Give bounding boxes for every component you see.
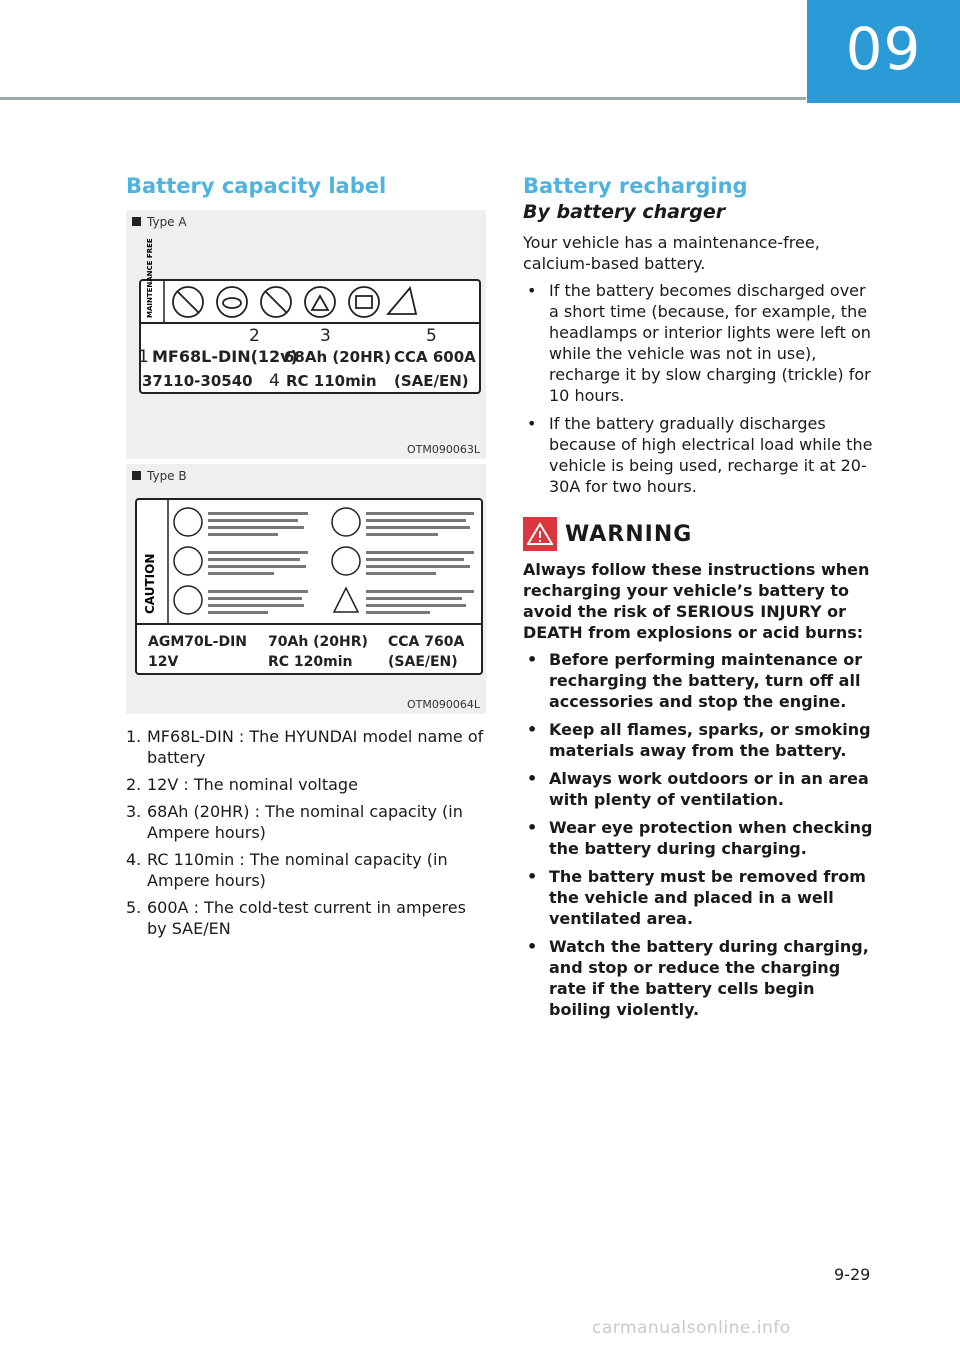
label-a-std: (SAE/EN): [394, 372, 469, 390]
header-rule: [0, 97, 806, 100]
label-b-model: AGM70L-DIN: [148, 634, 248, 650]
figure-code-b: OTM090064L: [407, 698, 480, 711]
list-item: 1. MF68L-DIN : The HYUNDAI model name of battery: [126, 727, 484, 767]
figure-type-a: [126, 210, 486, 459]
list-item: 3. 68Ah (20HR) : The nominal capacity (in Ampere hours): [126, 802, 463, 842]
label-b-volt: 12V: [148, 654, 179, 670]
callout-4: 4: [269, 371, 280, 391]
subsection-title: By battery charger: [523, 201, 726, 223]
list-item: • Watch the battery during charging, and stop or reduce the charging rate if the battery cells begin boiling violently.: [523, 936, 878, 1020]
section-title-capacity: Battery capacity label: [126, 174, 387, 198]
callout-2: 2: [249, 326, 260, 346]
figure-type-b-caption: Type B: [132, 469, 187, 483]
warning-title: WARNING: [565, 521, 693, 547]
list-item: • Always work outdoors or in an area with plenty of ventilation.: [523, 768, 878, 810]
intro-text: Your vehicle has a maintenance-free, calcium-based battery.: [523, 233, 820, 273]
figure-type-a-caption: Type A: [132, 215, 187, 229]
watermark: carmanualsonline.info: [592, 1318, 791, 1338]
callout-5: 5: [426, 326, 437, 346]
label-b-capacity: 70Ah (20HR): [268, 634, 368, 650]
right-column: [523, 172, 878, 1027]
callout-1: 1: [138, 347, 149, 367]
warning-intro: Always follow these instructions when recharging your vehicle’s battery to avoid the risk of SERIOUS INJURY or DEATH from explosions or acid burns:: [523, 560, 870, 642]
list-item: • Keep all flames, sparks, or smoking materials away from the battery.: [523, 719, 878, 761]
list-item: • Wear eye protection when checking the battery during charging.: [523, 817, 878, 859]
maintenance-free-text: MAINTENANCE FREE: [146, 238, 154, 318]
label-a-part: 37110-30540: [142, 372, 253, 390]
battery-label-b-illustration: [126, 464, 486, 714]
label-a-rc: RC 110min: [286, 372, 377, 390]
label-a-model: MF68L-DIN(12v): [152, 347, 298, 366]
list-item: 2. 12V : The nominal voltage: [126, 775, 358, 794]
left-column: [126, 172, 486, 945]
list-item: • If the battery gradually discharges because of high electrical load while the vehicle is being used, recharge it at 20-30A for two hours.: [523, 413, 878, 497]
label-b-std: (SAE/EN): [388, 654, 458, 670]
label-b-caution: CAUTION: [143, 553, 157, 614]
battery-label-a-illustration: [126, 210, 486, 459]
chapter-tab: [807, 0, 960, 103]
figure-code-a: OTM090063L: [407, 443, 480, 456]
callout-3: 3: [320, 326, 331, 346]
warning-icon: [523, 517, 557, 551]
recharge-bullets: [523, 280, 878, 497]
label-b-rc: RC 120min: [268, 654, 353, 670]
figure-type-b: [126, 464, 486, 714]
label-a-cca: CCA 600A: [394, 348, 476, 366]
label-a-capacity: 68Ah (20HR): [284, 348, 392, 366]
label-b-cca: CCA 760A: [388, 634, 465, 650]
warning-header: [523, 517, 878, 551]
label-item-list: [126, 726, 486, 939]
page-number: 9-29: [834, 1265, 871, 1284]
chapter-number: 09: [845, 14, 922, 83]
list-item: 5. 600A : The cold-test current in amperes by SAE/EN: [126, 898, 466, 938]
section-title-recharging: Battery recharging: [523, 174, 748, 198]
list-item: • The battery must be removed from the vehicle and placed in a well ventilated area.: [523, 866, 878, 929]
list-item: • If the battery becomes discharged over a short time (because, for example, the headlamps or interior lights were left on while the vehicle was not in use), recharge it by slow charging (trickle) for 10 hours.: [523, 280, 878, 406]
warning-bullets: [523, 649, 878, 1020]
list-item: • Before performing maintenance or recharging the battery, turn off all accessories and stop the engine.: [523, 649, 878, 712]
list-item: 4. RC 110min : The nominal capacity (in Ampere hours): [126, 850, 448, 890]
